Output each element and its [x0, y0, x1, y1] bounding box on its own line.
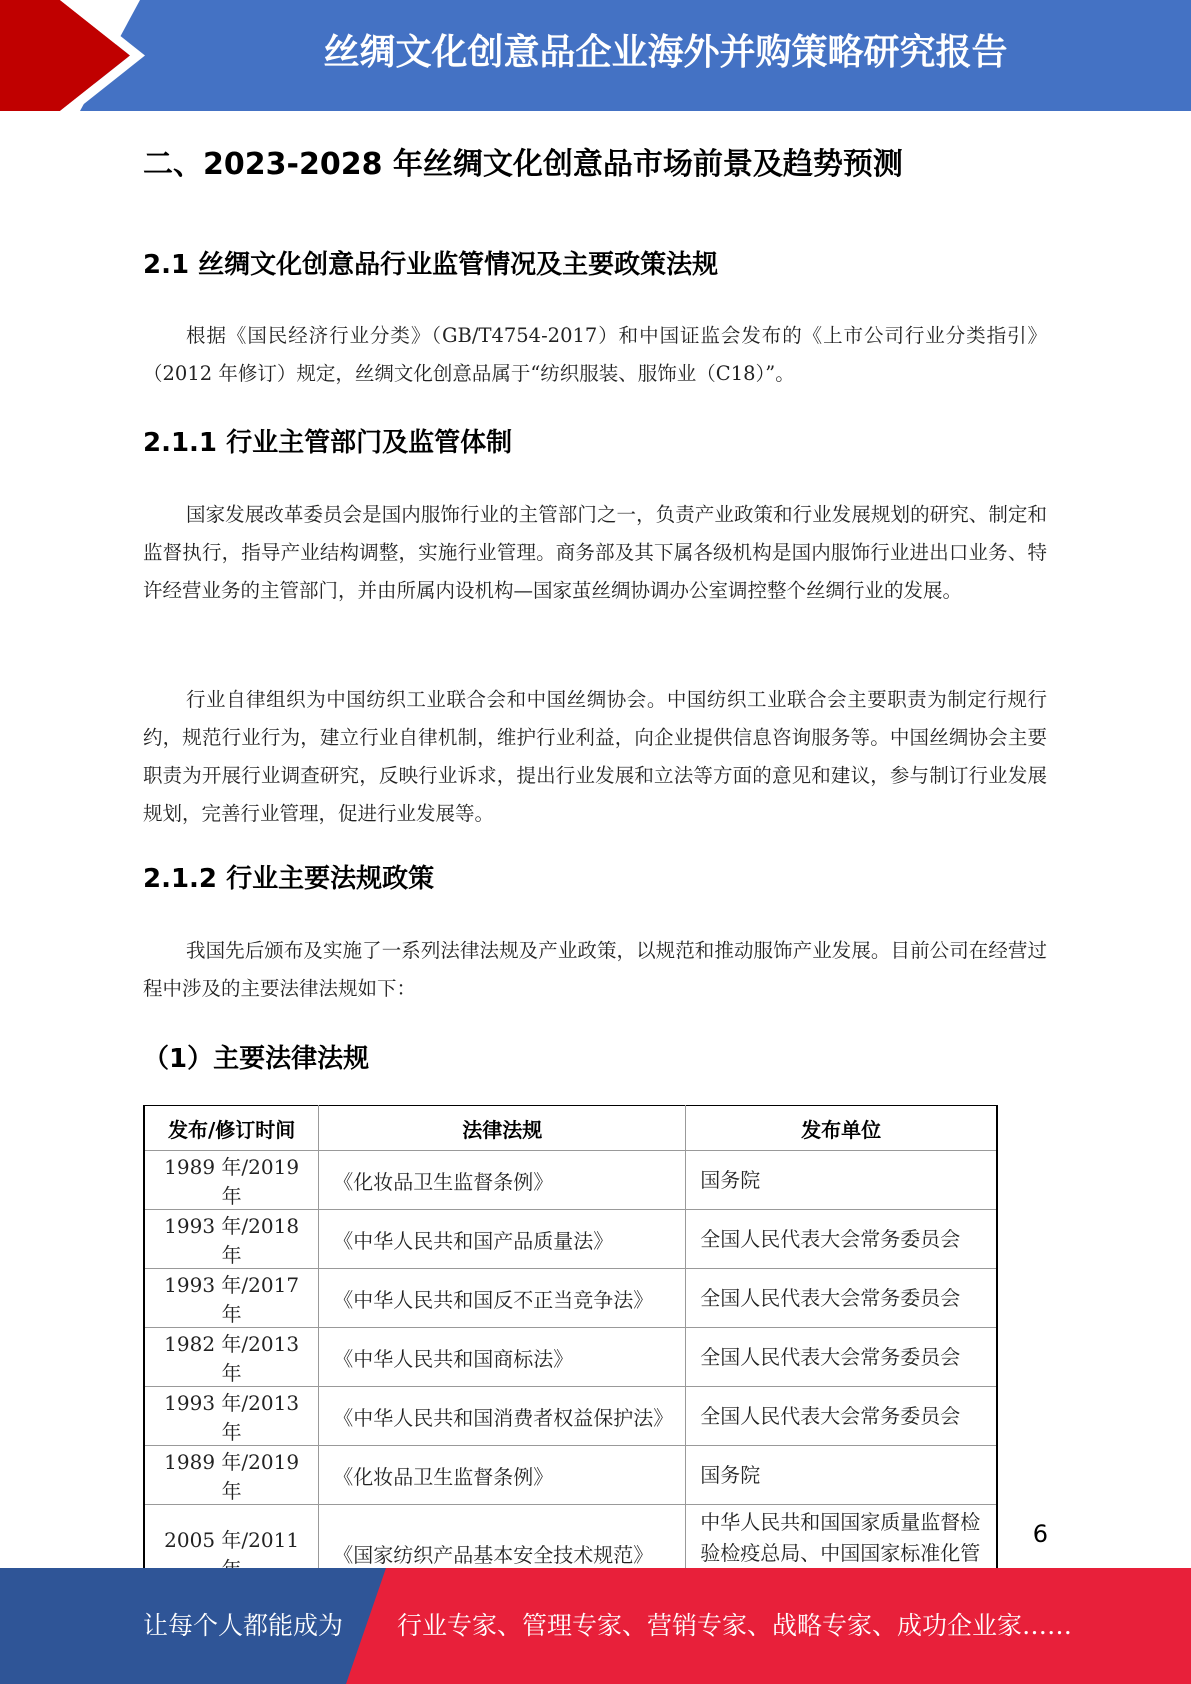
- paragraph-self-regulation: 行业自律组织为中国纺织工业联合会和中国丝绸协会。中国纺织工业联合会主要职责为制定行规行约，规范行业行为，建立行业自律机制，维护行业利益，向企业提供信息咨询服务等。中国丝绸协会主要职责为开展行业调查研究，反映行业诉求，提出行业发展和立法等方面的意见和建议，参与制订行业发展规划，完善行业管理，促进行业发展等。: [143, 688, 1047, 825]
- cell-issuer: 全国人民代表大会常务委员会: [686, 1210, 997, 1269]
- cell-issuer: 国务院: [686, 1446, 997, 1505]
- cell-date: 1989 年/2019 年: [144, 1151, 319, 1210]
- table-row: [144, 1446, 997, 1505]
- report-title: 丝绸文化创意品企业海外并购策略研究报告: [323, 32, 1008, 73]
- cell-law: 《中华人民共和国商标法》: [319, 1328, 686, 1387]
- cell-law: 《化妆品卫生监督条例》: [319, 1151, 686, 1210]
- page-header: [0, 0, 1191, 111]
- cell-law: 《中华人民共和国消费者权益保护法》: [319, 1387, 686, 1446]
- cell-law: 《中华人民共和国产品质量法》: [319, 1210, 686, 1269]
- table-row: [144, 1151, 997, 1210]
- column-header-issuer: 发布单位: [686, 1106, 997, 1151]
- cell-law: 《国家纺织产品基本安全技术规范》: [319, 1505, 686, 1603]
- header-chevron-icon: [0, 0, 150, 111]
- paragraph-laws-intro: 我国先后颁布及实施了一系列法律法规及产业政策，以规范和推动服饰产业发展。目前公司在经营过程中涉及的主要法律法规如下：: [143, 939, 1047, 1000]
- cell-issuer: 中华人民共和国国家质量监督检验检疫总局、中国国家标准化管: [686, 1505, 997, 1603]
- table-row: [144, 1328, 997, 1387]
- subheading-main-laws: （1）主要法律法规: [143, 1044, 370, 1074]
- laws-table: [143, 1105, 998, 1603]
- column-header-date: 发布/修订时间: [144, 1106, 319, 1151]
- cell-issuer: 全国人民代表大会常务委员会: [686, 1269, 997, 1328]
- table-row: [144, 1269, 997, 1328]
- cell-law: 《中华人民共和国反不正当竞争法》: [319, 1269, 686, 1328]
- section-heading-2-1-1: 2.1.1 行业主管部门及监管体制: [143, 428, 513, 458]
- chapter-heading: 二、2023-2028 年丝绸文化创意品市场前景及趋势预测: [143, 147, 903, 182]
- paragraph-classification: 根据《国民经济行业分类》（GB/T4754-2017）和中国证监会发布的《上市公司行业分类指引》（2012 年修订）规定，丝绸文化创意品属于“纺织服装、服饰业（C18）”。: [143, 324, 1047, 385]
- footer-slogan-right: 行业专家、管理专家、营销专家、战略专家、成功企业家……: [397, 1611, 1073, 1640]
- page-number: 6: [1032, 1520, 1048, 1548]
- cell-date: 1982 年/2013 年: [144, 1328, 319, 1387]
- table-header-row: [144, 1106, 997, 1151]
- cell-issuer: 国务院: [686, 1151, 997, 1210]
- footer-slogan-left: 让每个人都能成为: [143, 1611, 344, 1640]
- cell-issuer: 全国人民代表大会常务委员会: [686, 1328, 997, 1387]
- cell-issuer: 全国人民代表大会常务委员会: [686, 1387, 997, 1446]
- cell-date: 1989 年/2019 年: [144, 1446, 319, 1505]
- cell-date: 1993 年/2018 年: [144, 1210, 319, 1269]
- page-footer: [0, 1568, 1191, 1684]
- cell-date: 1993 年/2013 年: [144, 1387, 319, 1446]
- cell-law: 《化妆品卫生监督条例》: [319, 1446, 686, 1505]
- table-row: [144, 1387, 997, 1446]
- paragraph-regulators: 国家发展改革委员会是国内服饰行业的主管部门之一，负责产业政策和行业发展规划的研究、制定和监督执行，指导产业结构调整，实施行业管理。商务部及其下属各级机构是国内服饰行业进出口业务、特许经营业务的主管部门，并由所属内设机构—国家茧丝绸协调办公室调控整个丝绸行业的发展。: [143, 503, 1047, 602]
- column-header-law: 法律法规: [319, 1106, 686, 1151]
- cell-date: 2005 年/2011: [144, 1505, 319, 1603]
- table-row: [144, 1210, 997, 1269]
- cell-date: 1993 年/2017 年: [144, 1269, 319, 1328]
- section-heading-2-1: 2.1 丝绸文化创意品行业监管情况及主要政策法规: [143, 250, 719, 280]
- section-heading-2-1-2: 2.1.2 行业主要法规政策: [143, 864, 435, 894]
